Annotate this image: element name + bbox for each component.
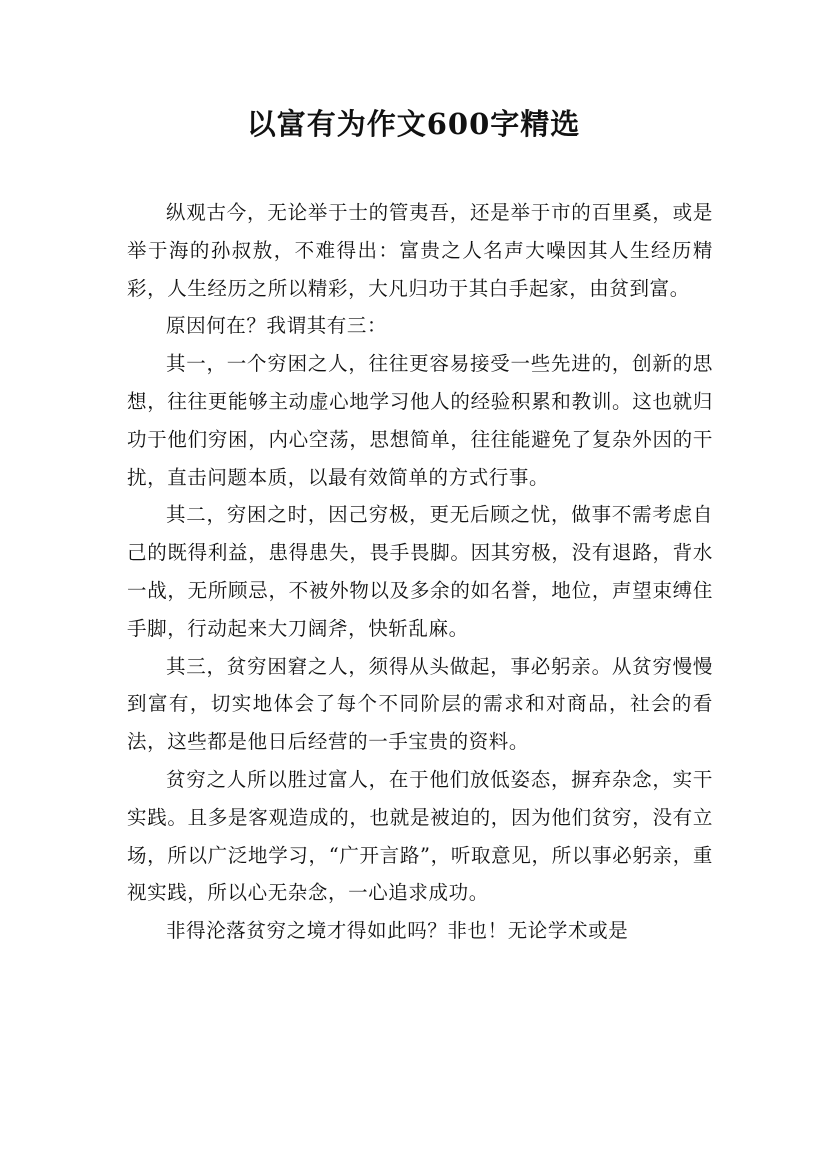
- document-title: 以富有为作文600字精选: [246, 107, 581, 141]
- paragraph-5: 其三，贫穷困窘之人，须得从头做起，事必躬亲。从贫穷慢慢到富有，切实地体会了每个不同阶层的需求和对商品，社会的看法，这些都是他日后经营的一手宝贵的资料。: [127, 654, 713, 754]
- paragraph-3: 其一，一个穷困之人，往往更容易接受一些先进的，创新的思想，往往更能够主动虚心地学习他人的经验积累和教训。这也就归功于他们穷困，内心空荡，思想简单，往往能避免了复杂外因的干扰，直击问题本质，以最有效简单的方式行事。: [127, 352, 713, 489]
- paragraph-7: 非得沦落贫穷之境才得如此吗？非也！无论学术或是: [166, 919, 629, 943]
- document-body: [127, 194, 713, 950]
- paragraph-6: 贫穷之人所以胜过富人，在于他们放低姿态，摒弃杂念，实干实践。且多是客观造成的，也就是被迫的，因为他们贫穷，没有立场，所以广泛地学习，“广开言路”，听取意见，所以事必躬亲，重视实践，所以心无杂念，一心追求成功。: [127, 767, 713, 905]
- paragraph-2: 原因何在？我谓其有三：: [166, 314, 388, 338]
- paragraph-4: 其二，穷困之时，因己穷极，更无后顾之忧，做事不需考虑自己的既得利益，患得患失，畏手畏脚。因其穷极，没有退路，背水一战，无所顾忌，不被外物以及多余的如名誉，地位，声望束缚住手脚，行动起来大刀阔斧，快斩乱麻。: [127, 503, 713, 640]
- paragraph-1: 纵观古今，无论举于士的管夷吾，还是举于市的百里奚，或是举于海的孙叔敖，不难得出：富贵之人名声大噪因其人生经历精彩，人生经历之所以精彩，大凡归功于其白手起家，由贫到富。: [127, 201, 713, 300]
